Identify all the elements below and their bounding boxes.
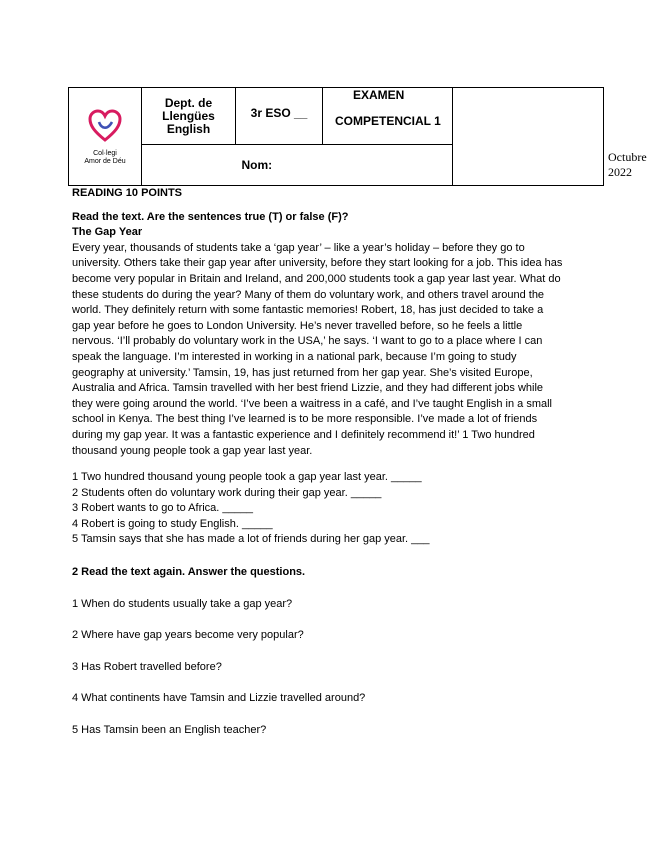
- question: 3 Has Robert travelled before?: [72, 660, 222, 673]
- department-line: English: [166, 121, 211, 136]
- question: 2 Where have gap years become very popular?: [72, 629, 304, 642]
- instruction-questions: 2 Read the text again. Answer the questions.: [72, 566, 306, 579]
- name-label: Nom:: [241, 158, 273, 172]
- grade-box[interactable]: [453, 88, 604, 186]
- statement: 2 Students often do voluntary work during their gap year. _____: [72, 486, 382, 499]
- exam-title: [323, 88, 453, 145]
- statement: 5 Tamsin says that she has made a lot of friends during her gap year. ___: [72, 533, 430, 546]
- exam-title-line: COMPETENCIAL 1: [335, 114, 441, 128]
- reading-title: The Gap Year: [72, 226, 143, 239]
- statement: 1 Two hundred thousand young people took a gap year last year. _____: [72, 471, 422, 484]
- question: 1 When do students usually take a gap year?: [72, 597, 293, 610]
- exam-header: Col·legi Amor de Déu Dept. de Llengües English 3r ESO __ EXAMEN COMPETENCIAL 1 Nom: Octubre 2022: [68, 87, 603, 185]
- statement: 3 Robert wants to go to Africa. _____: [72, 502, 254, 515]
- statement: 4 Robert is going to study English. _____: [72, 517, 273, 530]
- exam-content: [72, 186, 564, 739]
- exam-title-line: EXAMEN: [353, 88, 405, 102]
- section-title: READING 10 POINTS: [72, 187, 183, 199]
- question: 4 What continents have Tamsin and Lizzie travelled around?: [72, 692, 366, 705]
- school-name-line: Amor de Déu: [84, 157, 126, 165]
- school-name-line: Col·legi: [93, 149, 117, 157]
- course: 3r ESO __: [236, 88, 323, 145]
- name-field[interactable]: [236, 145, 453, 186]
- school-name: [69, 150, 141, 166]
- heart-logo-icon: [87, 108, 123, 144]
- department-line: Llengües: [162, 108, 215, 123]
- logo-cell: [69, 88, 142, 186]
- name-cell-spacer: [142, 145, 236, 186]
- question: 5 Has Tamsin been an English teacher?: [72, 724, 267, 737]
- instruction-true-false: Read the text. Are the sentences true (T) or false (F)?: [72, 210, 349, 223]
- department: [142, 88, 236, 145]
- department-line: Dept. de: [164, 95, 213, 110]
- reading-text: Every year, thousands of students take a ‘gap year’ – like a year’s holiday – before they go to university. Others take their gap year after university, before they start looking for a job. This idea has become very popular in Britain and Ireland, and 200,000 students took a gap year last year. What do these students do during the year? Many of them do voluntary work, and others travel around the world. They definitely return with some fantastic memories! Robert, 18, has just decided to take a gap year before he goes to London University. He’s never travelled before, so he feels a little nervous. ‘I’ll probably do voluntary work in the USA,’ he says. ‘I want to go to a place where I can speak the language. I’m interested in working in a national park, because I’m going to study geography at university.’ Tamsin, 19, has just returned from her gap year. She’s visited Europe, Australia and Africa. Tamsin travelled with her best friend Lizzie, and they had different jobs while they were going around the world. ‘I’ve been a waitress in a café, and I’ve taught English in a small school in Kenya. The best thing I’ve learned is to be more responsible. I’ve made a lot of friends during my gap year. It was a fantastic experience and I definitely recommend it!’ 1 Two hundred thousand young people took a gap year last year.: [72, 241, 563, 457]
